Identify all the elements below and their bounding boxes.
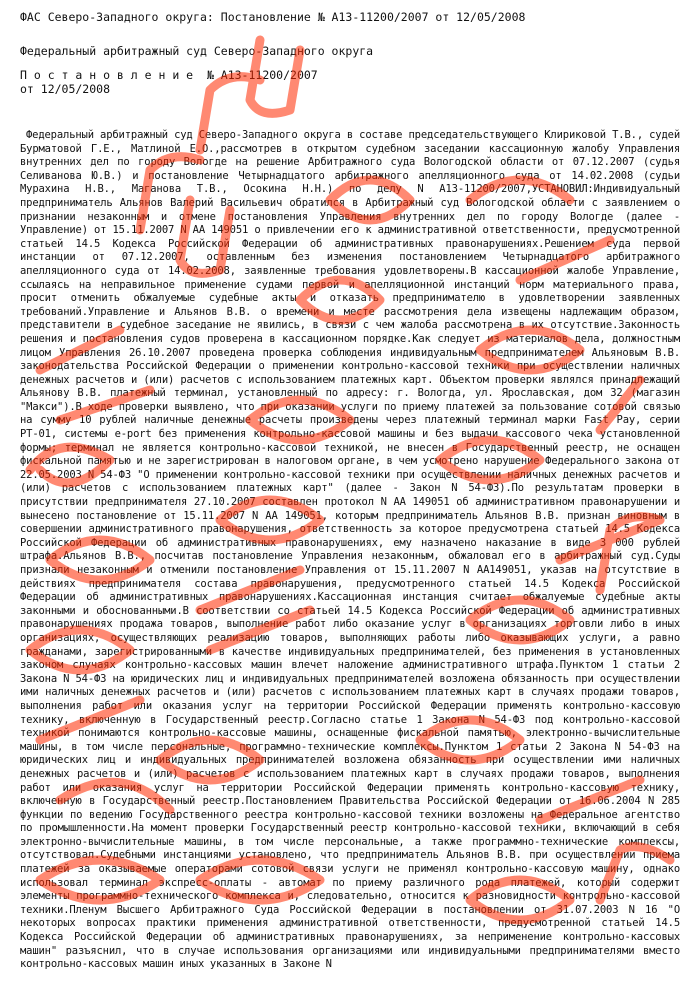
court-name: Федеральный арбитражный суд Северо-Западного округа (20, 44, 374, 58)
document-body: Федеральный арбитражный суд Северо-Западного округа в составе председательствующего Клириковой Т.В., судей Бурматовой Г.Е., Матлиной Е.О.,рассмотрев в открытом судебном заседании кассационную жалобу Управления внутренних дел по городу Вологде на решение Арбитражного суда Вологодской области от 07.12.2007 (судья Селиванова Ю.В.) и постановление Четырнадцатого арбитражного апелляционного суда от 14.02.2008 (судьи Мурахина Н.В., Маганова Т.В., Осокина Н.Н.) по делу N А13-11200/2007,УСТАНОВИЛ:Индивидуальный предприниматель Альянов Валерий Васильевич обратился в Арбитражный суд Вологодской области с заявлением о признании незаконным и отмене постановления Управления внутренних дел по городу Вологде (далее - Управление) от 15.11.2007 N АА 149051 о привлечении его к административной ответственности, предусмотренной статьей 14.5 Кодекса Российской Федерации об административных правонарушениях.Решением суда первой инстанции от 07.12.2007, оставленным без изменения постановлением Четырнадцатого арбитражного апелляционного суда от 14.02.2008, заявленные требования удовлетворены.В кассационной жалобе Управление, ссылаясь на неправильное применение судами первой и апелляционной инстанций норм материального права, просит отменить обжалуемые судебные акты и отказать предпринимателю в удовлетворении заявленных требований.Управление и Альянов В.В. о времени и месте рассмотрения дела извещены надлежащим образом, представители в судебное заседание не явились, в связи с чем жалоба рассмотрена в их отсутствие.Законность решения и постановления судов проверена в кассационном порядке.Как следует из материалов дела, должностным лицом Управления 26.10.2007 проведена проверка соблюдения индивидуальным предпринимателем Альяновым В.В. законодательства Российской Федерации о применении контрольно-кассовой техники при осуществлении наличных денежных расчетов и (или) расчетов с использованием платежных карт. Объектом проверки являлся принадлежащий Альянову В.В. платежный терминал, установленный по адресу: г. Вологда, ул. Ярославская, дом 32 (магазин "Макси").В ходе проверки выявлено, что при оказании услуги по приему платежей за пользование сотовой связью на сумму 10 рублей наличные денежные расчеты произведены через платежный терминал марки Fast Pay, серии РТ-01, системы е-port без применения контрольно-кассовой машины и без выдачи кассового чека установленной формы; терминал не является контрольно-кассовой техникой, не внесен в Государственный реестр, не оснащен фискальной памятью и не зарегистрирован в налоговом органе, в чем усмотрено нарушение Федерального закона от 22.05.2003 N 54-ФЗ "О применении контрольно-кассовой техники при осуществлении наличных денежных расчетов и (или) расчетов с использованием платежных карт" (далее - Закон N 54-ФЗ).По результатам проверки в присутствии предпринимателя 27.10.2007 составлен протокол N АА 149051 об административном правонарушении и вынесено постановление от 15.11.2007 N АА 149051, которым предприниматель Альянов В.В. признан виновным в совершении административного правонарушения, ответственность за которое предусмотрена статьей 14.5 Кодекса Российской Федерации об административных правонарушениях, ему назначено наказание в виде 3 000 рублей штрафа.Альянов В.В., посчитав постановление Управления незаконным, обжаловал его в арбитражный суд.Суды признали незаконным и отменили постановление Управления от 15.11.2007 N АА149051, указав на отсутствие в действиях предпринимателя состава правонарушения, предусмотренного статьей 14.5 Кодекса Российской Федерации об административных правонарушениях.Кассационная инстанция считает обжалуемые судебные акты законными и обоснованными.В соответствии со статьей 14.5 Кодекса Российской Федерации об административных правонарушениях продажа товаров, выполнение работ либо оказание услуг в организациях торговли либо в иных организациях, осуществляющих реализацию товаров, выполняющих работы либо оказывающих услуги, а равно гражданами, зарегистрированными в качестве индивидуальных предпринимателей, без применения в установленных законом случаях контрольно-кассовых машин влечет наложение административного штрафа.Пунктом 1 статьи 2 Закона N 54-ФЗ на юридических лиц и индивидуальных предпринимателей возложена обязанность при осуществлении ими наличных денежных расчетов и (или) расчетов с использованием платежных карт в случаях продажи товаров, выполнения работ или оказания услуг на территории Российской Федерации применять контрольно-кассовую технику, включенную в Государственный реестр.Согласно статье 1 Закона N 54-ФЗ под контрольно-кассовой техникой понимаются контрольно-кассовые машины, оснащенные фискальной памятью, электронно-вычислительные машины, в том числе персональные, программно-технические комплексы.Пунктом 1 статьи 2 Закона N 54-ФЗ на юридических лиц и индивидуальных предпринимателей возложена обязанность при осуществлении ими наличных денежных расчетов и (или) расчетов с использованием платежных карт в случаях продажи товаров, выполнения работ или оказания услуг на территории Российской Федерации применять контрольно-кассовую технику, включенную в Государственный реестр.Постановлением Правительства Российской Федерации от 16.06.2004 N 285 функции по ведению Государственного реестра контрольно-кассовой техники возложены на Федеральное агентство по промышленности.На момент проверки Государственный реестр контрольно-кассовой техники, включающий в себя электронно-вычислительные машины, в том числе персональные, а также программно-технические комплексы, отсутствовал.Судебными инстанциями установлено, что предприниматель Альянов В.В. при осуществлении приема платежей за оказываемые операторами сотовой связи услуги не применял контрольно-кассовую машину, однако использовал терминал экспресс-оплаты - автомат по приему различного рода платежей, который содержит элементы программно-технического комплекса и, следовательно, относится к разновидности контрольно-кассовой техники.Пленум Высшего Арбитражного Суда Российской Федерации в постановлении от 31.07.2003 N 16 "О некоторых вопросах практики применения административной ответственности, предусмотренной статьей 14.5 Кодекса Российской Федерации об административных правонарушениях, за неприменение контрольно-кассовых машин" разъяснил, что в случае использования организациями или индивидуальными предпринимателями вместо контрольно-кассовых машин иных указанных в Законе N (20, 129, 680, 971)
document-title: П о с т а н о в л е н и е № А13-11200/2007 (20, 68, 318, 82)
document-date: от 12/05/2008 (20, 82, 111, 96)
page-header: ФАС Северо-Западного округа: Постановление № А13-11200/2007 от 12/05/2008 (20, 10, 526, 24)
